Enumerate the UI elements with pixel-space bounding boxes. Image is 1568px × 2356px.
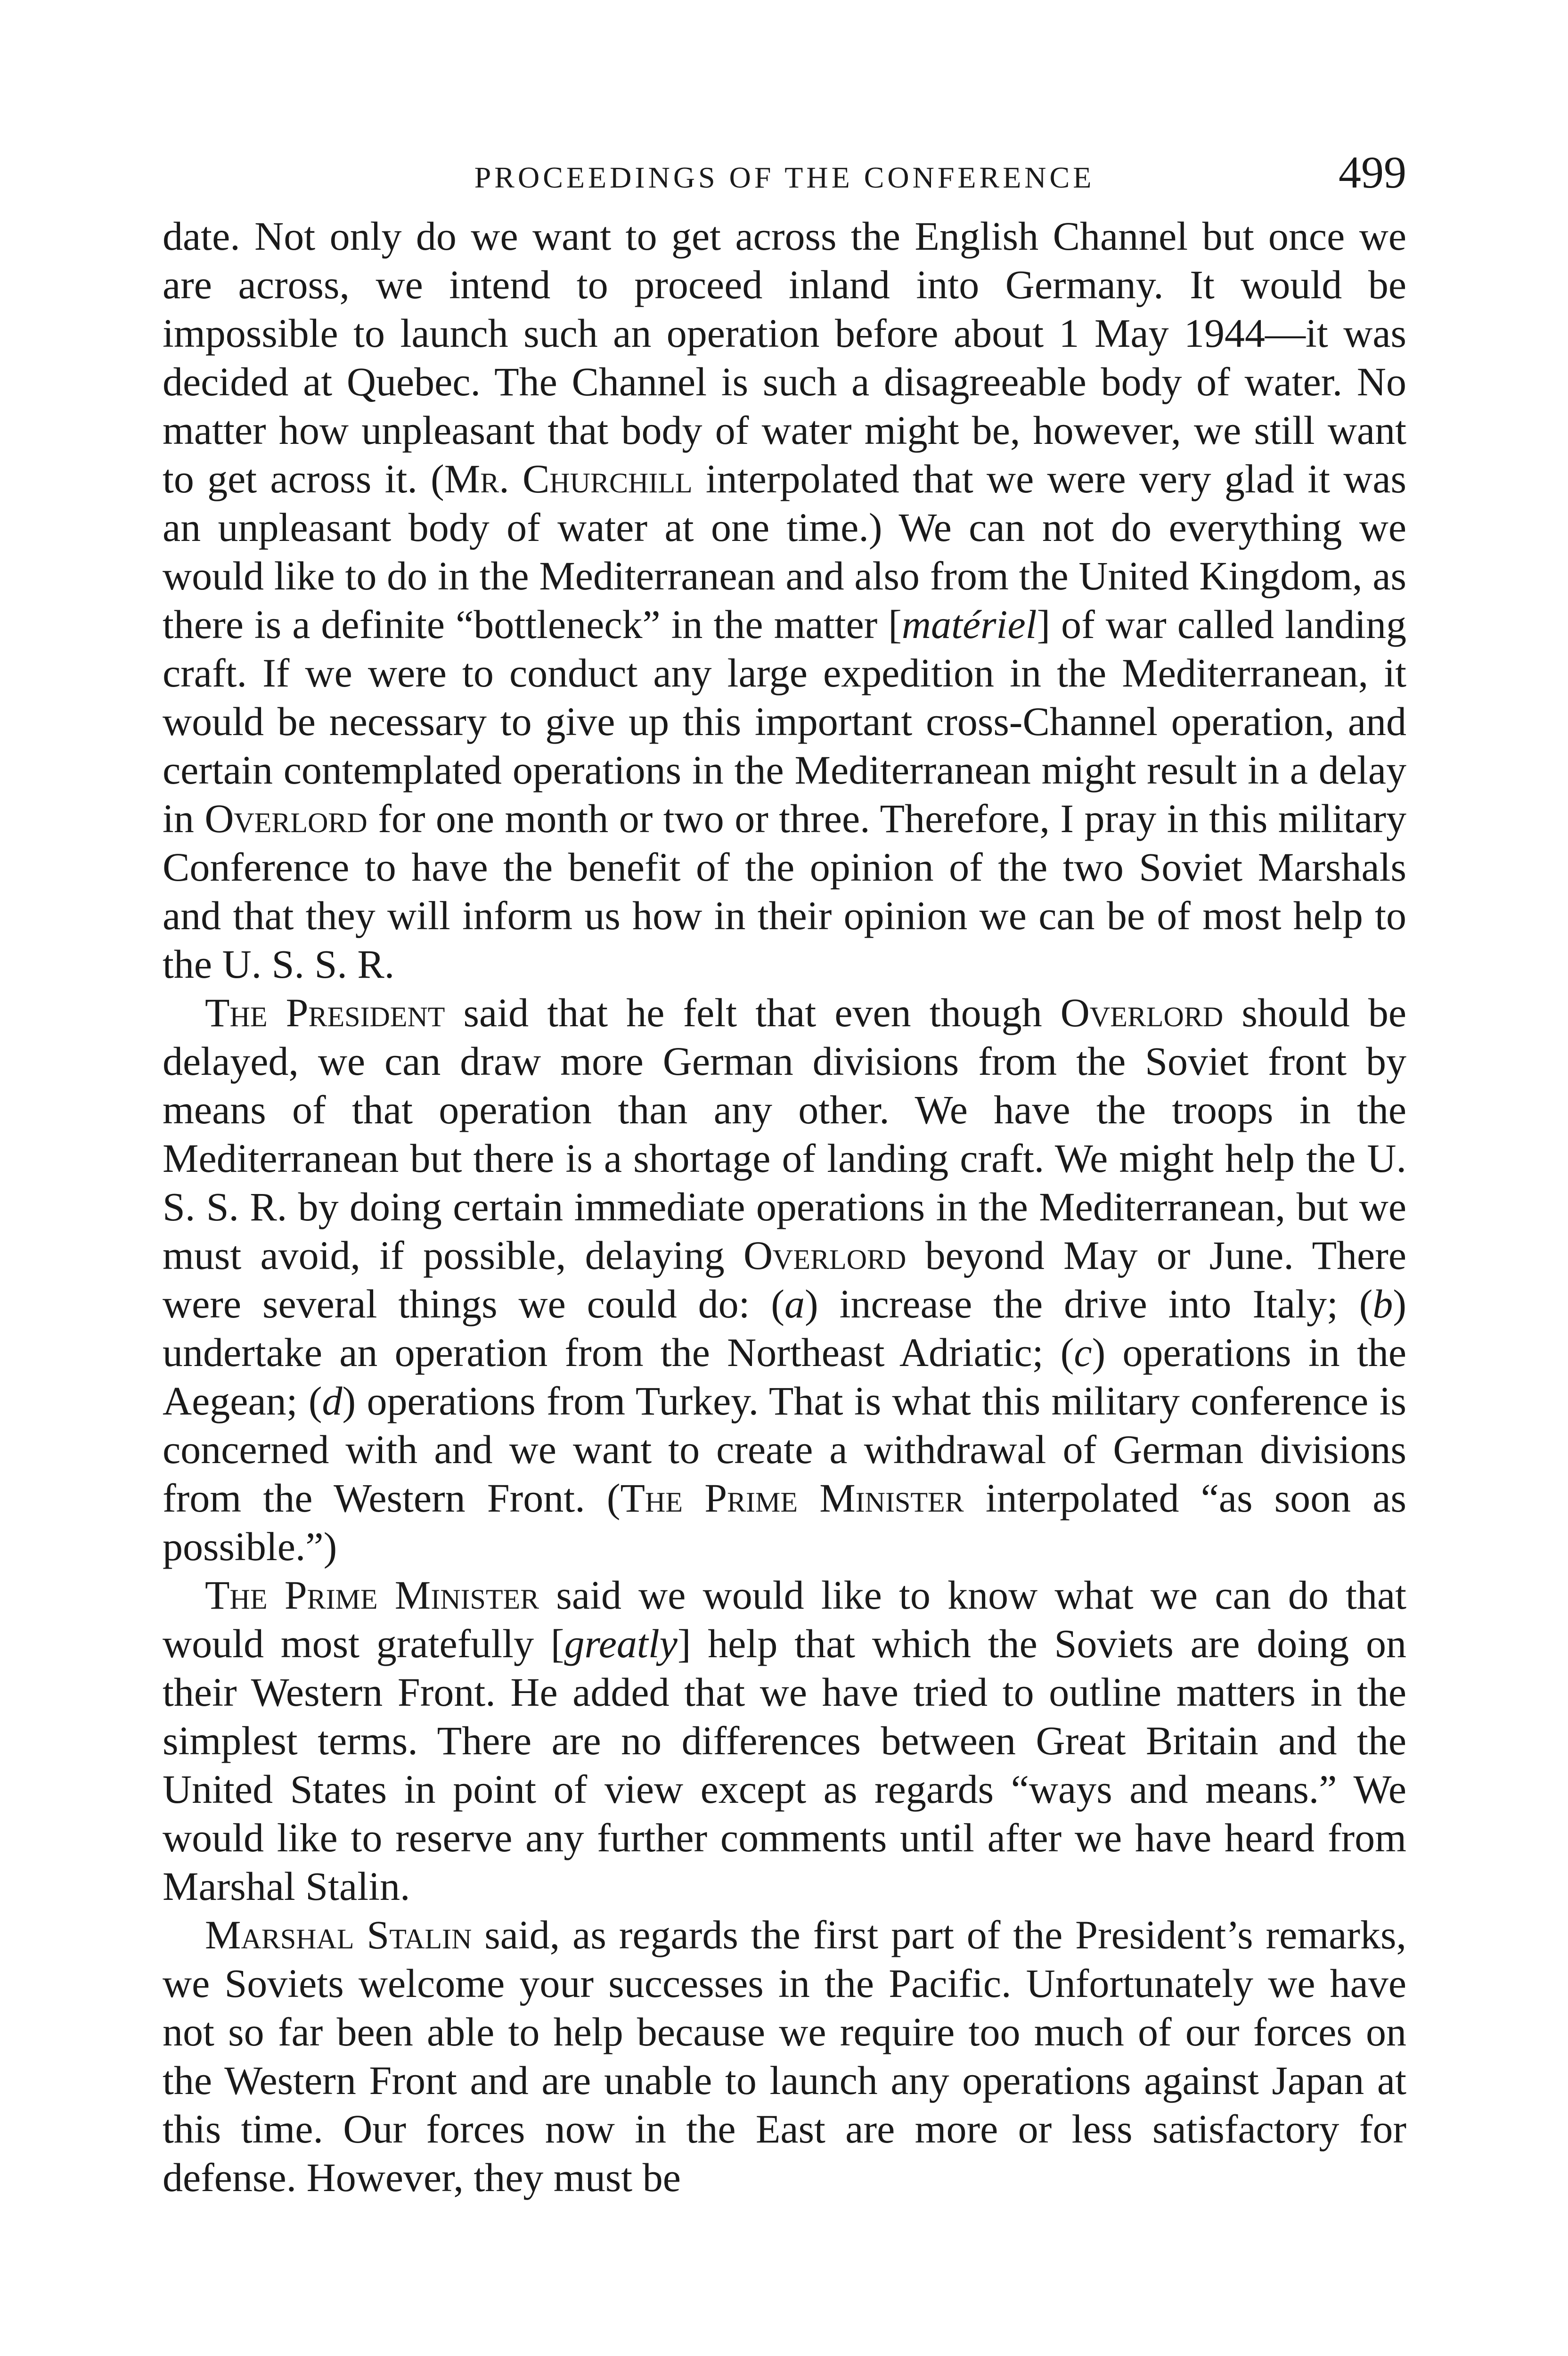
running-title: PROCEEDINGS OF THE CONFERENCE: [474, 161, 1095, 194]
paragraph: [163, 212, 1406, 989]
speaker-name: The Prime Minister: [620, 1475, 964, 1521]
text-run: said, as regards the first part of the President’s remarks, we Soviets welcome your successes in the Pacific. Unfortunately we have not so far been able to help because we require too much of our forces on the Western Front and are unable to launch any operations against Japan at this time. Our forces now in the East are more or less satisfactory for defense. However, they must be: [163, 1912, 1406, 2200]
paragraph: [163, 989, 1406, 1571]
running-head: [163, 141, 1406, 212]
text-run: ) undertake an operation from the Northeast Adriatic; (: [163, 1281, 1406, 1375]
list-marker: d: [322, 1378, 343, 1423]
text-run: for one month or two or three. Therefore, I pray in this military Conference to have the benefit of the opinion of the two Soviet Marshals and that they will inform us how in their opinion we can be of most help to the U. S. S. R.: [163, 796, 1406, 987]
text-run: interpolated that we were very glad it was an unpleasant body of water at one time.) We can not do everything we would like to do in the Mediterranean and also from the United Kingdom, as there is a definite “bottleneck” in the matter [: [163, 456, 1406, 647]
text-run: ) operations in the Aegean; (: [163, 1330, 1406, 1423]
paragraph: [163, 1571, 1406, 1911]
text-run: ) operations from Turkey. That is what this military conference is concerned with and we want to create a withdrawal of German divisions from the Western Front. (: [163, 1378, 1407, 1521]
text-run: interpolated “as soon as possible.”): [163, 1475, 1406, 1569]
body-text: [163, 212, 1406, 2202]
text-run: said we would like to know what we can do that would most gratefully [: [163, 1572, 1407, 1666]
text-run: should be delayed, we can draw more German divisions from the Soviet front by means of that operation than any other. We have the troops in the Mediterranean but there is a shortage of landing craft. We might help the U. S. S. R. by doing certain immediate operations in the Mediterranean, but we must avoid, if possible, delaying: [163, 990, 1406, 1278]
list-marker: c: [1074, 1330, 1092, 1375]
text-run: date. Not only do we want to get across the English Channel but once we are across, we intend to proceed inland into Germany. It would be impossible to launch such an operation before about 1 May 1944—it was decided at Quebec. The Channel is such a disagreeable body of water. No matter how unpleasant that body of water might be, however, we still want to get across it. (: [163, 213, 1406, 501]
speaker-name: Mr. Churchill: [444, 456, 693, 501]
speaker-name: The President: [205, 990, 445, 1035]
text-run: said that he felt that even though: [445, 990, 1061, 1035]
text-run: ) increase the drive into Italy; (: [805, 1281, 1373, 1326]
page-number: 499: [1339, 147, 1406, 197]
paragraph: [163, 1911, 1406, 2202]
speaker-name: Marshal Stalin: [205, 1912, 472, 1957]
list-marker: a: [784, 1281, 805, 1326]
operation-name: Overlord: [1060, 990, 1224, 1035]
document-page: [163, 141, 1406, 2202]
text-run: ] of war called landing craft. If we were to conduct any large expedition in the Mediterranean, it would be necessary to give up this important cross-Channel operation, and certain contemplated operations in the Mediterranean might result in a delay in: [163, 602, 1406, 841]
operation-name: Overlord: [204, 796, 368, 841]
italic-insert: matériel: [901, 602, 1037, 647]
text-run: ] help that which the Soviets are doing on their Western Front. He added that we have tried to outline matters in the simplest terms. There are no differences between Great Britain and the United States in point of view except as regards “ways and means.” We would like to reserve any further comments until after we have heard from Marshal Stalin.: [163, 1621, 1406, 1909]
italic-insert: greatly: [564, 1621, 678, 1666]
text-run: beyond May or June. There were several things we could do: (: [163, 1233, 1407, 1326]
list-marker: b: [1372, 1281, 1393, 1326]
operation-name: Overlord: [743, 1233, 906, 1278]
speaker-name: The Prime Minister: [205, 1572, 539, 1618]
